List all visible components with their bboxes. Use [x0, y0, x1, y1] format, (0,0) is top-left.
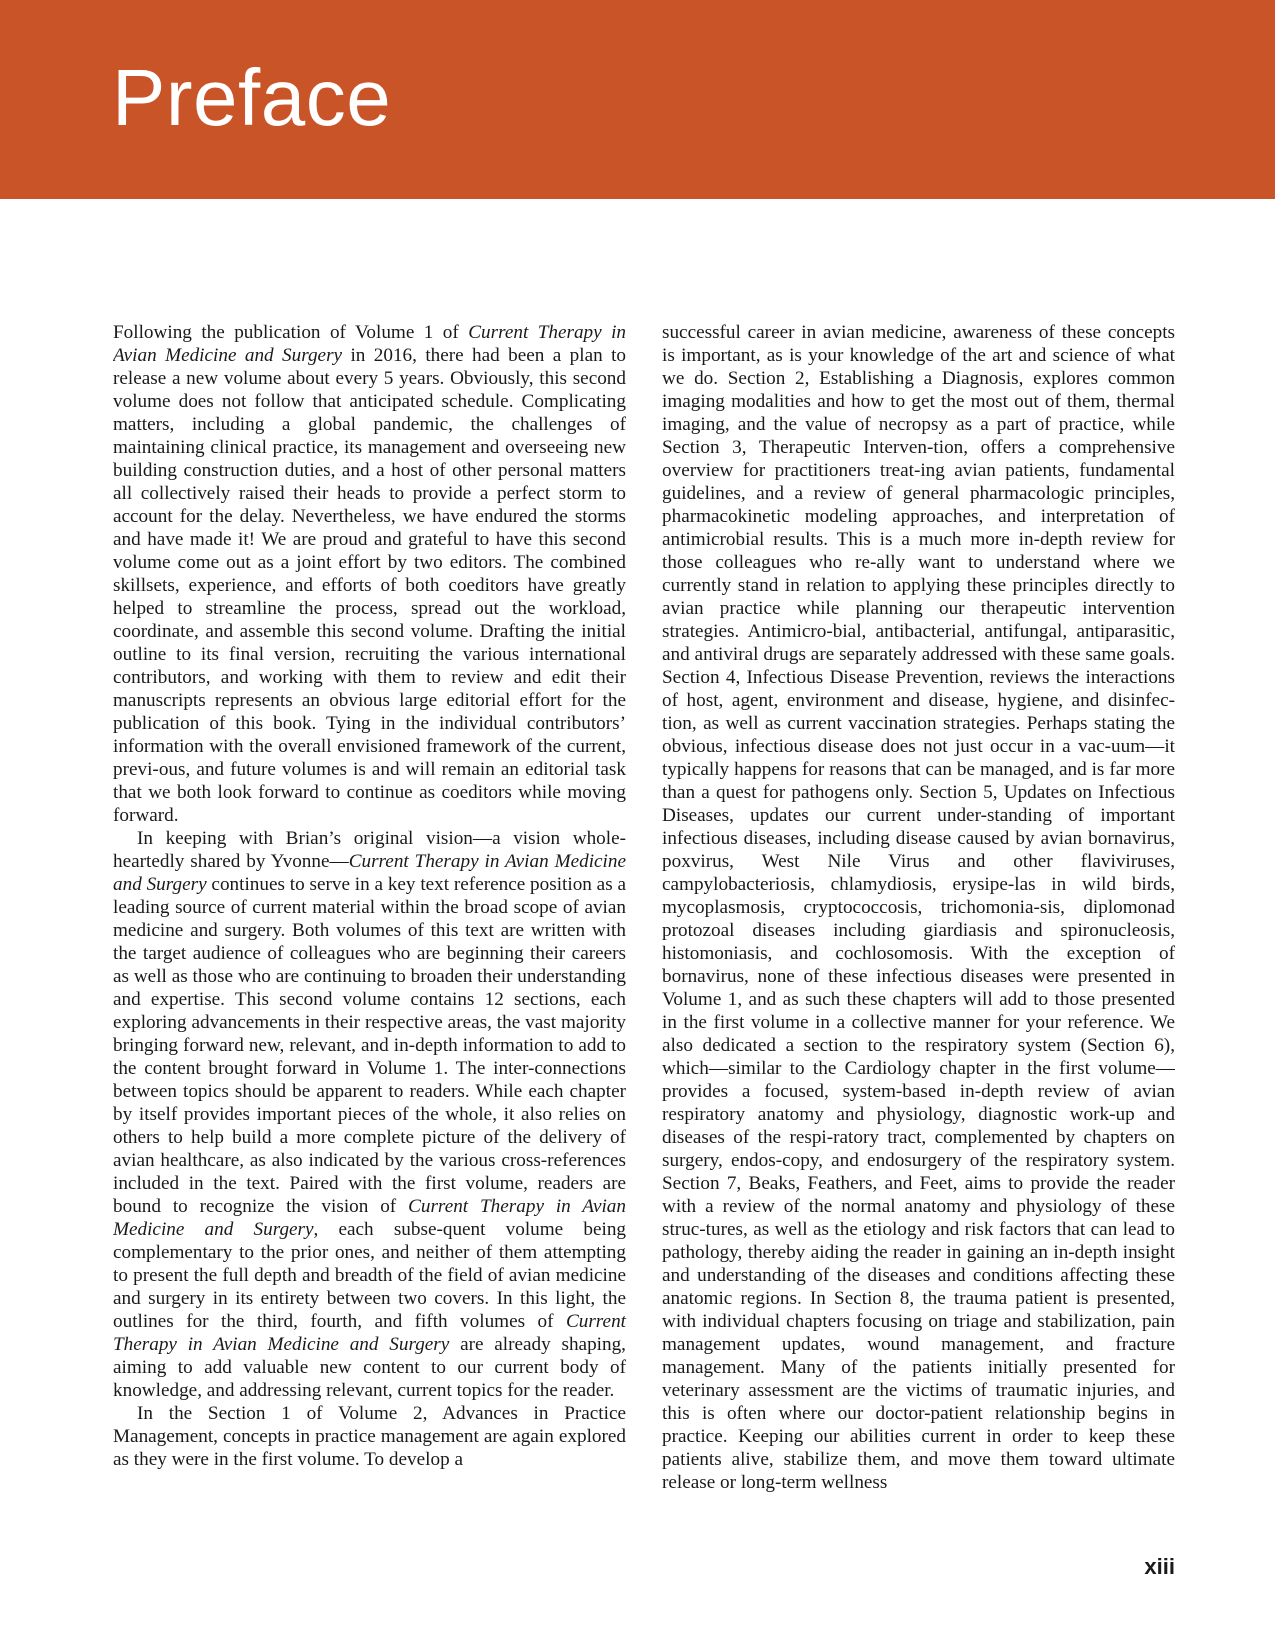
text-run: are already shaping, aiming to add valuable new content to our current body of knowledge, and addressing relevant, current topics for the reader.: [113, 1334, 626, 1401]
body-columns: [113, 321, 1175, 1521]
text-run: continues to serve in a key text reference position as a leading source of current material within the broad scope of avian medicine and surgery. Both volumes of this text are written with the target audience of colleagues who are beginning their careers as well as those who are continuing to broaden their understanding and expertise. This second volume contains 12 sections, each exploring advancements in their respective areas, the vast majority bringing forward new, relevant, and in-depth information to add to the content brought forward in Volume 1. The inter-connections between topics should be apparent to readers. While each chapter by itself provides important pieces of the whole, it also relies on others to help build a more complete picture of the delivery of avian healthcare, as also indicated by the various cross-references included in the text. Paired with the first volume, readers are bound to recognize the vision of: [113, 874, 626, 1217]
left-column: [113, 321, 626, 1471]
text-run: Following the publication of Volume 1 of: [113, 322, 469, 343]
paragraph-2: [113, 827, 626, 1402]
book-title-italic: Current Therapy in Avian Medicine and Surgery: [113, 322, 627, 366]
paragraph-3: In the Section 1 of Volume 2, Advances in Practice Management, concepts in practice management are again explored as they were in the first volume. To develop a: [113, 1403, 626, 1470]
page-title: Preface: [112, 53, 392, 142]
book-title-italic: Current Therapy in Avian Medicine and Surgery: [113, 1311, 626, 1355]
book-title-italic: Current Therapy in Avian Medicine and Surgery: [113, 1196, 626, 1240]
header-band: [0, 0, 1275, 199]
paragraph-1: [113, 321, 626, 827]
text-run: in 2016, there had been a plan to release a new volume about every 5 years. Obviously, this second volume does not follow that anticipated schedule. Complicating matters, including a global pandemic, the challenges of maintaining clinical practice, its management and overseeing new building construction duties, and a host of other personal matters all collectively raised their heads to provide a perfect storm to account for the delay. Nevertheless, we have endured the storms and have made it! We are proud and grateful to have this second volume come out as a joint effort by two editors. The combined skillsets, experience, and efforts of both coeditors have greatly helped to streamline the process, spread out the workload, coordinate, and assemble this second volume. Drafting the initial outline to its final version, recruiting the various international contributors, and working with them to review and edit their manuscripts represents an obvious large editorial effort for the publication of this book. Tying in the individual contributors’ information with the overall envisioned framework of the current, previ-ous, and future volumes is and will remain an editorial task that we both look forward to continue as coeditors while moving forward.: [113, 345, 626, 826]
book-title-italic: Current Therapy in Avian Medicine and Surgery: [113, 851, 626, 895]
right-column: [662, 321, 1175, 1494]
paragraph-continued: successful career in avian medicine, awareness of these concepts is important, as is your knowledge of the art and science of what we do. Section 2, Establishing a Diagnosis, explores common imaging modalities and how to get the most out of them, thermal imaging, and the value of necropsy as a part of practice, while Section 3, Therapeutic Interven-tion, offers a comprehensive overview for practitioners treat-ing avian patients, fundamental guidelines, and a review of general pharmacologic principles, pharmacokinetic modeling approaches, and interpretation of antimicrobial results. This is a much more in-depth review for those colleagues who re-ally want to understand where we currently stand in relation to applying these principles directly to avian practice while planning our therapeutic intervention strategies. Antimicro-bial, antibacterial, antifungal, antiparasitic, and antiviral drugs are separately addressed with these same goals. Section 4, Infectious Disease Prevention, reviews the interactions of host, agent, environment and disease, hygiene, and disinfec-tion, as well as current vaccination strategies. Perhaps stating the obvious, infectious disease does not just occur in a vac-uum—it typically happens for reasons that can be managed, and is far more than a quest for pathogens only. Section 5, Updates on Infectious Diseases, updates our current under-standing of important infectious diseases, including disease caused by avian bornavirus, poxvirus, West Nile Virus and other flaviviruses, campylobacteriosis, chlamydiosis, erysipe-las in wild birds, mycoplasmosis, cryptococcosis, trichomonia-sis, diplomonad protozoal diseases including giardiasis and spironucleosis, histomoniasis, and cochlosomosis. With the exception of bornavirus, none of these infectious diseases were presented in Volume 1, and as such these chapters will add to those presented in the first volume in a collective manner for your reference. We also dedicated a section to the respiratory system (Section 6), which—similar to the Cardiology chapter in the first volume—provides a focused, system-based in-depth review of avian respiratory anatomy and physiology, diagnostic work-up and diseases of the respi-ratory tract, complemented by chapters on surgery, endos-copy, and endosurgery of the respiratory system. Section 7, Beaks, Feathers, and Feet, aims to provide the reader with a review of the normal anatomy and physiology of these struc-tures, as well as the etiology and risk factors that can lead to pathology, thereby aiding the reader in gaining an in-depth insight and understanding of the diseases and conditions affecting these anatomic regions. In Section 8, the trauma patient is presented, with individual chapters focusing on triage and stabilization, pain management updates, wound management, and fracture management. Many of the patients initially presented for veterinary assessment are the victims of traumatic injuries, and this is often where our doctor-patient relationship begins in practice. Keeping our abilities current in order to keep these patients alive, stabilize them, and move them toward ultimate release or long-term wellness: [662, 322, 1175, 1493]
page-number: xiii: [1144, 1554, 1175, 1579]
text-run: In keeping with Brian’s original vision—a vision whole-heartedly shared by Yvonne—: [113, 828, 626, 872]
text-run: , each subse-quent volume being complementary to the prior ones, and neither of them attempting to present the full depth and breadth of the field of avian medicine and surgery in its entirety between two covers. In this light, the outlines for the third, fourth, and fifth volumes of: [113, 1219, 627, 1332]
